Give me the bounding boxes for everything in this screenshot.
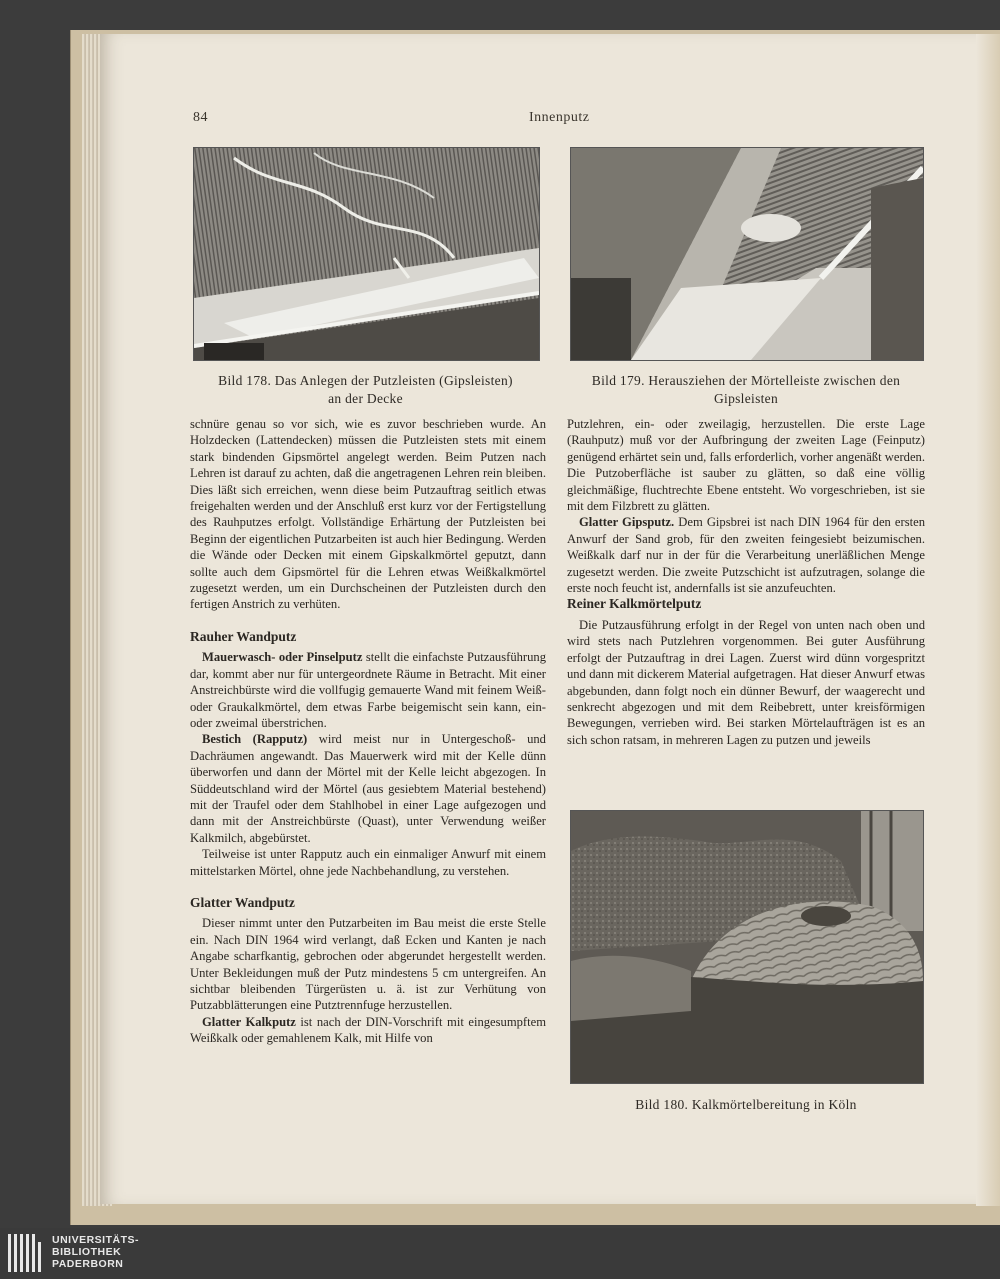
paragraph: [567, 514, 925, 596]
paragraph: schnüre genau so vor sich, wie es zuvor beschrieben wurde. An Holzdecken (Lattendecken) müssen die Putzleisten stets mit einem stark bindenden Gipsmörtel angelegt werden. Beim Putzen nach Lehren ist darauf zu achten, daß die angetragenen Lehren rein bleiben. Dies läßt sich erreichen, wenn diese beim Putzauftrag seitlich etwas freigehalten werden und der Anschluß erst kurz vor der Fertigstellung des Rauhputzes erfolgt. Vollständige Erhärtung der Putzleisten bei Beginn der eigentlichen Putzarbeiten ist auch hier Bedingung. Werden die Wände oder Decken mit einem Gipskalkmörtel geputzt, dann sollte auch dem Gipsmörtel für die Lehren etwas Weißkalkmörtel zugesetzt werden, um ein Durchscheinen der Putzleisten durch den fertigen Anstrich zu verhüten.: [190, 417, 546, 612]
section-heading: Glatter Wandputz: [190, 894, 295, 910]
figure-178-photo: [193, 147, 540, 361]
logo-line: PADERBORN: [52, 1258, 124, 1270]
paragraph-text: wird meist nur in Untergeschoß- und Dachräumen angewandt. Das Mauerwerk wird mit der Kelle dünn überworfen und dann der Mörtel mit der Kelle leicht abgezogen. In Süddeutschland wird der Mörtel (aus gesiebtem Material bestehend) mit der Traufel oder dem Stahlhobel in einer Lage aufgezogen und dann mit der Anstreichbürste (Quast), unter Verwendung weißer Kalkmilch, abgebürstet.: [190, 732, 546, 845]
caption-line: an der Decke: [328, 391, 403, 406]
footer-bar: [0, 1228, 1000, 1279]
paragraph-text: ist nach der DIN-Vorschrift mit eingesumpftem Weißkalk oder gemahlenem Kalk, mit Hilfe von: [190, 1014, 546, 1046]
caption-line: Bild 178. Das Anlegen der Putzleisten (Gipsleisten): [218, 373, 513, 388]
left-text-column: [190, 416, 546, 1047]
paragraph: [190, 731, 546, 846]
paragraph: Die Putzausführung erfolgt in der Regel von unten nach oben und wird stets nach Putzlehren vorgenommen. Bei guter Ausführung erfolgt der Putzauftrag in drei Lagen. Zuerst wird dünn vorgespritzt und dann mit dickerem Material aufgetragen. Hat dieser Anwurf etwas abgebunden, dann folgt noch ein dünner Bewurf, der waagerecht und senkrecht abgezogen und mit dem Reibebrett, unter kreisförmigen Bewegungen, verrieben wird. Bei starken Mörtelaufträgen ist es an sich schon ratsam, in mehreren Lagen zu putzen und jeweils: [567, 617, 925, 747]
logo-line: UNIVERSITÄTS-: [52, 1234, 140, 1246]
paragraph: Teilweise ist unter Rapputz auch ein einmaliger Anwurf mit einem mittelstarken Mörtel, ohne jede Nachbehandlung, zu verstehen.: [190, 847, 546, 878]
section-heading: Reiner Kalkmörtelputz: [567, 596, 702, 612]
caption-line: Bild 179. Herausziehen der Mörtelleiste zwischen den: [591, 373, 901, 388]
figure-180-caption: Bild 180. Kalkmörtelbereitung in Köln: [635, 1097, 857, 1112]
library-logo-icon: [6, 1232, 46, 1274]
paragraph: [190, 649, 546, 731]
caption-line: Gipsleisten: [713, 391, 779, 406]
figure-179-photo: [570, 147, 924, 361]
term: Mauerwasch- oder Pinselputz: [202, 650, 363, 665]
term: Glatter Kalkputz: [202, 1014, 296, 1029]
page-right-edge: [976, 34, 1000, 1206]
figure-180-photo: [570, 810, 924, 1084]
paragraph-text: stellt die einfachste Putzausführung dar, kommt aber nur für untergeordnete Räume in Betracht. Mit einer Anstreichbürste wird die vollfugig gemauerte Wand mit feinem Weiß- oder Graukalkmörtel, dem etwas Farbe beigemischt sein kann, ein- oder zweimal überstrichen.: [190, 650, 546, 730]
paragraph-text: Dem Gipsbrei ist nach DIN 1964 für den ersten Anwurf der Sand grob, für den zweiten feingesiebt beizumischen. Weißkalk darf nur in der für die Verarbeitung unerläßlichen Menge zugesetzt werden. Die zweite Putzschicht ist aufzutragen, solange die erste noch feucht ist, andernfalls ist sie anzufeuchten.: [567, 515, 925, 596]
figure-178-caption: [193, 372, 538, 408]
section-heading: Rauher Wandputz: [190, 628, 297, 644]
page-number: 84: [193, 110, 208, 125]
term: Glatter Gipsputz.: [579, 515, 675, 530]
library-logo-text: [52, 1234, 139, 1270]
figure-179-caption: [570, 372, 922, 408]
paragraph: Putzlehren, ein- oder zweilagig, herzustellen. Die erste Lage (Rauhputz) muß vor der Aufbringung der zweiten Lage (Feinputz) genügend erhärtet sein und, falls erforderlich, vorher angenäßt werden. Die Putzoberfläche ist sauber zu glätten, so daß eine völlig gleichmäßige, fluchtrechte Ebene entsteht. Wo vorgeschrieben, ist sie mit dem Filzbrett zu glätten.: [567, 417, 925, 514]
logo-line: BIBLIOTHEK: [52, 1246, 122, 1258]
paragraph: [190, 1014, 546, 1047]
paragraph: Dieser nimmt unter den Putzarbeiten im Bau meist die erste Stelle ein. Nach DIN 1964 wird verlangt, daß Ecken und Kanten je nach Angabe scharfkantig, gebrochen oder abgerundet hergestellt werden. Unter Bekleidungen muß der Putz mindestens 5 cm untergreifen. An sichtbar bleibenden Türgerüsten u. ä. ist zur Verhütung von Putzabblätterungen eine Putztrennfuge herzustellen.: [190, 916, 546, 1013]
right-text-column: [567, 416, 925, 748]
term: Bestich (Rapputz): [202, 732, 308, 747]
running-title: Innenputz: [529, 110, 590, 125]
